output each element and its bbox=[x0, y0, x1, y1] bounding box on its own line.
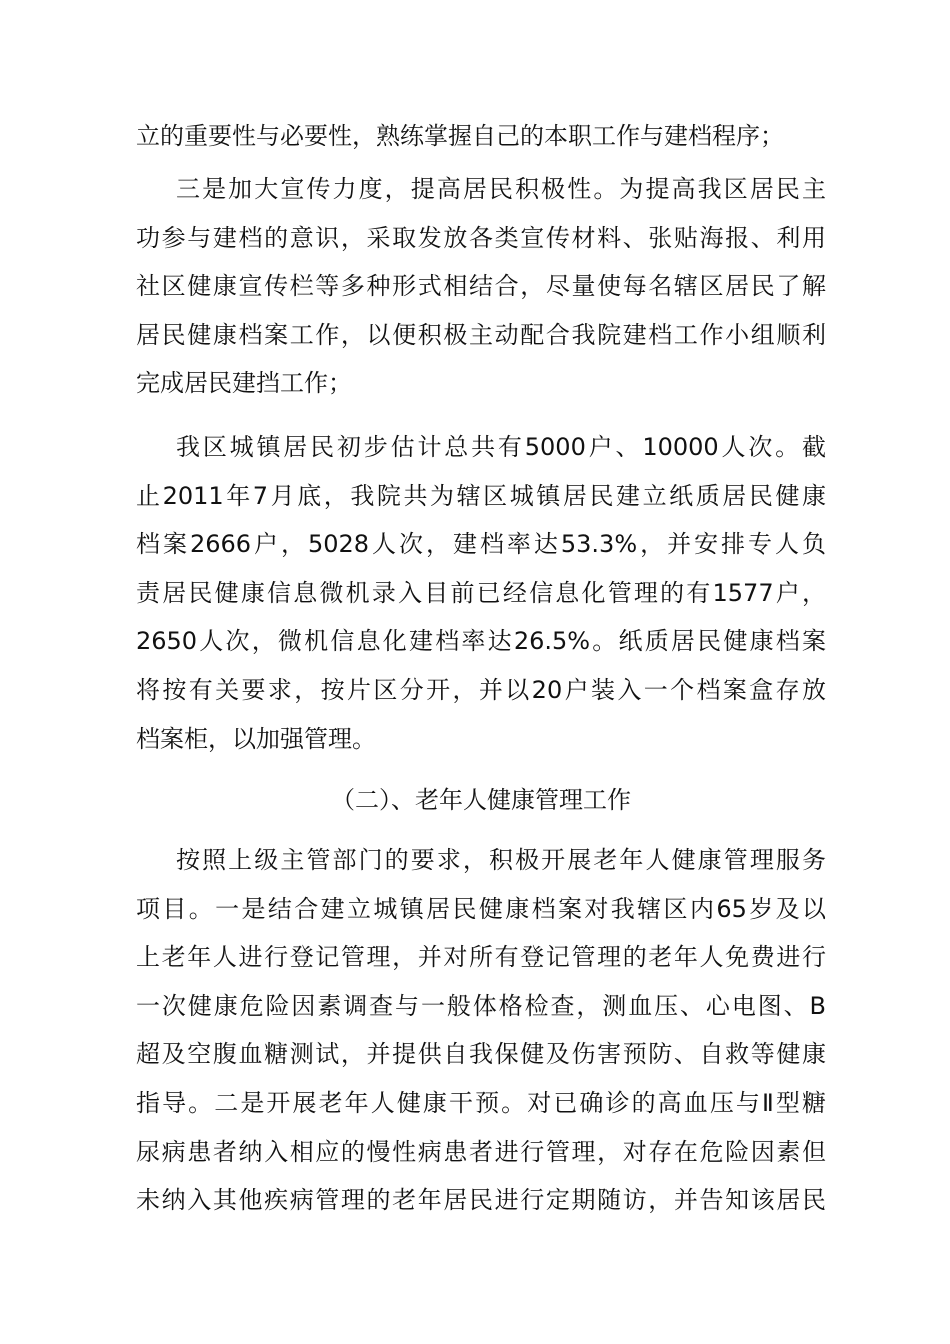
text-line: 将按有关要求，按片区分开，并以20户装入一个档案盒存放 bbox=[136, 675, 826, 704]
text-line: 项目。一是结合建立城镇居民健康档案对我辖区内65岁及以 bbox=[136, 894, 826, 923]
text-line: 责居民健康信息微机录入目前已经信息化管理的有1577户， bbox=[136, 578, 826, 607]
text-line: 止2011年7月底，我院共为辖区城镇居民建立纸质居民健康 bbox=[136, 481, 826, 510]
section-heading: （二）、老年人健康管理工作 bbox=[331, 786, 631, 814]
text-line: 立的重要性与必要性，熟练掌握自己的本职工作与建档程序； bbox=[136, 122, 784, 150]
text-line: 档案柜，以加强管理。 bbox=[136, 724, 376, 753]
text-line: 档案2666户，5028人次，建档率达53.3%，并安排专人负 bbox=[136, 530, 826, 559]
text-line: 尿病患者纳入相应的慢性病患者进行管理，对存在危险因素但 bbox=[136, 1137, 826, 1166]
text-line: 超及空腹血糖测试，并提供自我保健及伤害预防、自救等健康 bbox=[136, 1040, 826, 1069]
text-line: 2650人次，微机信息化建档率达26.5%。纸质居民健康档案 bbox=[136, 627, 826, 656]
text-line: 未纳入其他疾病管理的老年居民进行定期随访，并告知该居民 bbox=[136, 1186, 826, 1215]
text-line: 居民健康档案工作，以便积极主动配合我院建档工作小组顺利 bbox=[136, 320, 826, 349]
text-line: 指导。二是开展老年人健康干预。对已确诊的高血压与Ⅱ型糖 bbox=[136, 1088, 826, 1117]
text-line: 功参与建档的意识，采取发放各类宣传材料、张贴海报、利用 bbox=[136, 223, 826, 252]
text-line: 我区城镇居民初步估计总共有5000户、10000人次。截 bbox=[176, 433, 826, 461]
text-line: 上老年人进行登记管理，并对所有登记管理的老年人免费进行 bbox=[136, 943, 826, 972]
text-line: 按照上级主管部门的要求，积极开展老年人健康管理服务 bbox=[176, 846, 826, 874]
text-line: 完成居民建挡工作； bbox=[136, 369, 352, 398]
paragraph-publicity bbox=[136, 165, 826, 408]
paragraph-continuation bbox=[136, 112, 826, 161]
text-line: 社区健康宣传栏等多种形式相结合，尽量使每名辖区居民了解 bbox=[136, 272, 826, 301]
text-line: 一次健康危险因素调查与一般体格检查，测血压、心电图、B bbox=[136, 991, 826, 1020]
paragraph-statistics bbox=[136, 423, 826, 763]
paragraph-elderly-care bbox=[136, 836, 826, 1225]
text-line: 三是加大宣传力度，提高居民积极性。为提高我区居民主 bbox=[176, 175, 826, 203]
